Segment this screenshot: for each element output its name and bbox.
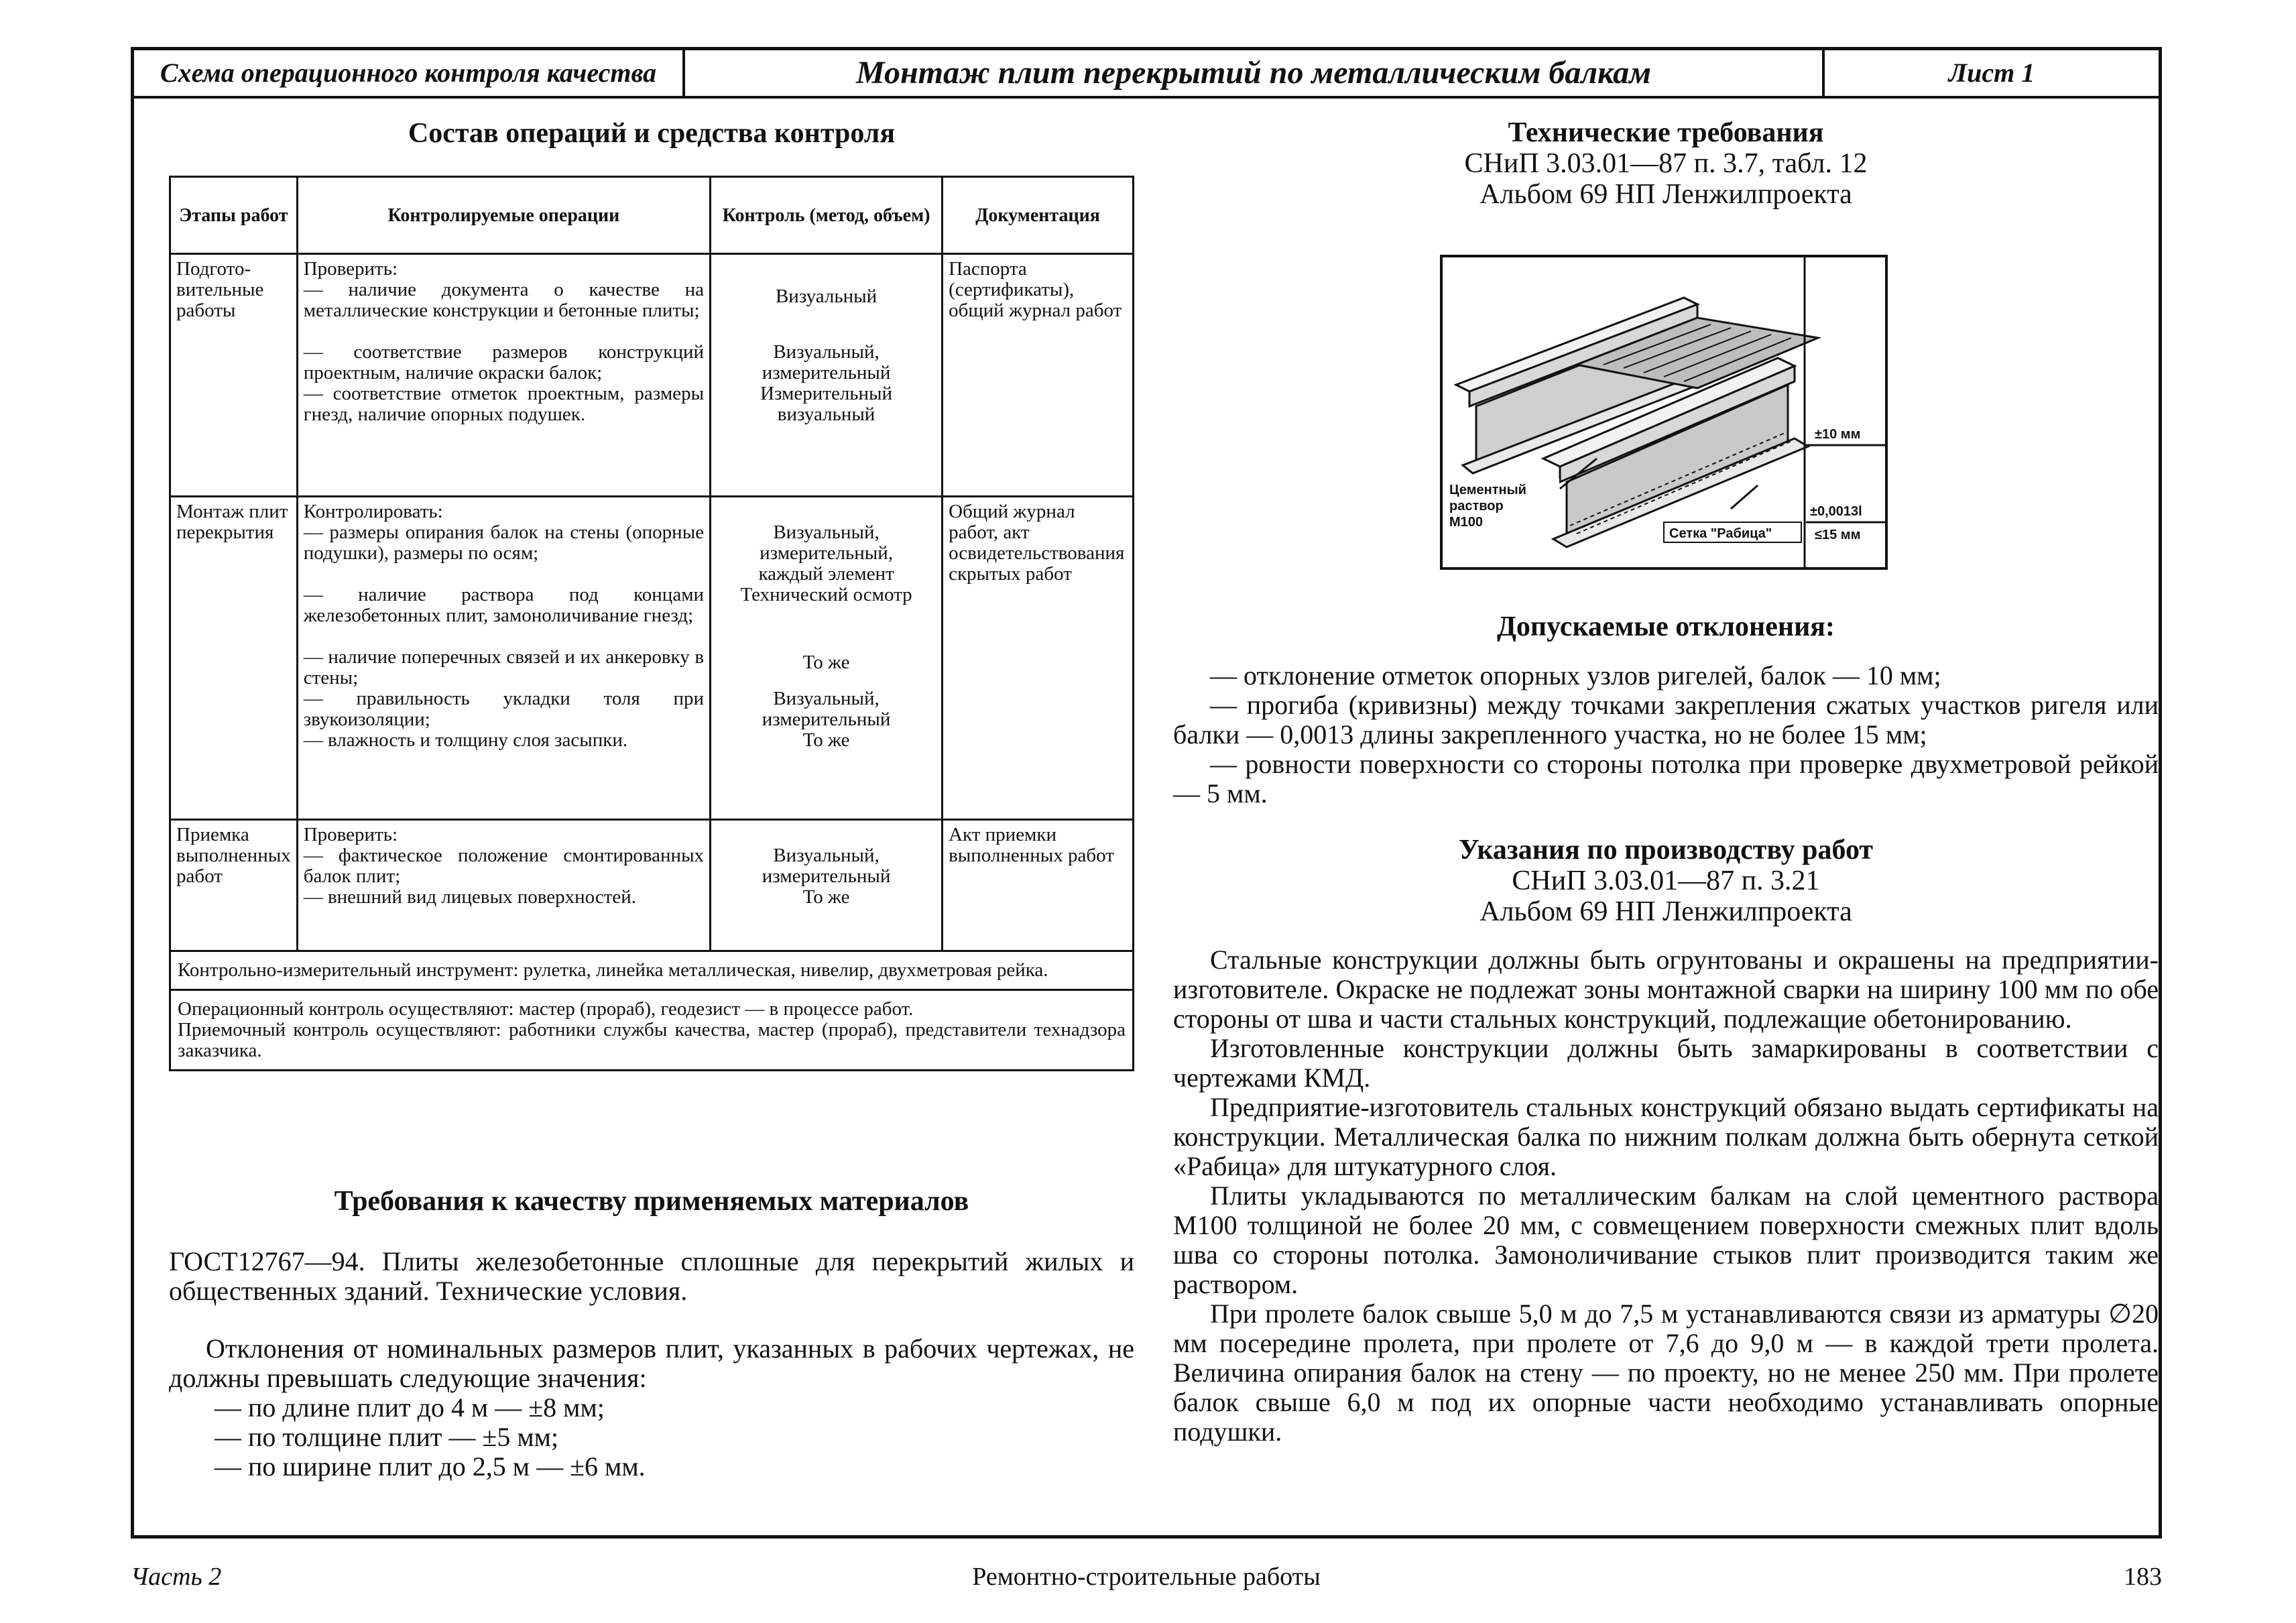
control-row: [170, 990, 1134, 1071]
page-number: 183: [2124, 1563, 2162, 1591]
stage-cell: [170, 820, 298, 951]
docs-text: Паспорта (сертификаты), общий журнал работ: [949, 258, 1122, 321]
allowed-list: [1173, 661, 2159, 808]
header-bar: [134, 50, 2159, 99]
control-cell: [711, 254, 943, 497]
table-header-row: [170, 177, 1134, 254]
cement-label: Цементный: [1449, 483, 1526, 497]
work-paragraph: Плиты укладываются по металлическим балкам на слой цементного раствора М100 толщиной не более 20 мм, с совмещением поверхности смежных плит вдоль шва со стороны потолка. Замоноличивание стыков плит производится таким же раствором.: [1173, 1181, 2159, 1299]
gost-text: [169, 1247, 1134, 1306]
control-method: То же: [802, 886, 850, 908]
net-label: Сетка "Рабица": [1669, 526, 1772, 541]
ops-table: [169, 176, 1134, 1071]
dim-label: ±10 мм: [1815, 427, 1861, 442]
control-cell: [711, 820, 943, 951]
work-ref-album: Альбом 69 НП Ленжилпроекта: [1479, 896, 1852, 927]
stage-label: Монтаж плит перекрытия: [176, 501, 288, 543]
operation-item: — влажность и толщину слоя засыпки.: [303, 729, 628, 751]
cement-label: раствор: [1449, 499, 1504, 514]
control-method: То же: [802, 652, 850, 673]
operation-item: — размеры опирания балок на стены (опорные подушки), размеры по осям;: [303, 522, 705, 564]
work-paragraph: Предприятие-изготовитель стальных конструкций обязано выдать сертификаты на конструкции. Металлическая балка по нижним полкам должна быть обернута сеткой «Рабица» для штукатурного слоя.: [1173, 1092, 2159, 1181]
allowed-title: Допускаемые отклонения:: [1497, 611, 1835, 642]
docs-text: Общий журнал работ, акт освидетельствования скрытых работ: [949, 501, 1125, 585]
docs-text: Акт приемки выполненных работ: [949, 824, 1114, 866]
stage-cell: [170, 254, 298, 497]
control-cell: [711, 497, 943, 820]
control-method: Визуальный, измерительный: [762, 688, 891, 730]
work-title: Указания по производству работ: [1458, 835, 1874, 865]
operation-item: — наличие поперечных связей и их анкеровку в стены;: [303, 646, 705, 688]
allowed-item: — ровности поверхности со стороны потолка при проверке двухметровой рейкой — 5 мм.: [1173, 749, 2159, 808]
docs-cell: [943, 497, 1134, 820]
operation-item: — соответствие размеров конструкций проектным, наличие окраски балок;: [303, 341, 705, 383]
control-method: Визуальный, измерительный, каждый элемент: [758, 522, 894, 585]
allowed-item: — прогиба (кривизны) между точками закрепления сжатых участков ригеля или балки — 0,0013 длины закрепленного участка, но не более 15 мм;: [1173, 690, 2159, 749]
footer-part: Часть 2: [131, 1563, 222, 1591]
operation-item: — внешний вид лицевых поверхностей.: [303, 886, 637, 908]
control-method: Визуальный, измерительный: [762, 341, 891, 383]
operational-control-text: Операционный контроль осуществляют: мастер (прораб), геодезист — в процессе работ.: [178, 998, 914, 1020]
control-method: То же: [802, 729, 850, 751]
allowed-item: — отклонение отметок опорных узлов ригелей, балок — 10 мм;: [1210, 660, 1941, 690]
col-header-operations: Контролируемые операции: [297, 177, 710, 254]
acceptance-control-text: Приемочный контроль осуществляют: работники службы качества, мастер (прораб), представители технадзора заказчика.: [178, 1019, 1126, 1061]
control-cell-footer: [170, 990, 1134, 1071]
control-method: Технический осмотр: [740, 584, 912, 605]
tech-ref-snip: СНиП 3.03.01—87 п. 3.7, табл. 12: [1464, 148, 1868, 179]
work-paragraph: Стальные конструкции должны быть огрунтованы и окрашены на предприятии-изготовителе. Окраске не подлежат зоны монтажной сварки на ширину 100 мм по обе стороны от шва и части стальных конструкций, подлежащие обетонированию.: [1173, 945, 2159, 1034]
gost-line: ГОСТ12767—94. Плиты железобетонные сплошные для перекрытий жилых и общественных зданий. Технические условия.: [169, 1246, 1134, 1306]
deviations-intro: Отклонения от номинальных размеров плит, указанных в рабочих чертежах, не должны превышать следующие значения:: [169, 1333, 1134, 1393]
footer-section: Ремонтно-строительные работы: [972, 1563, 1321, 1591]
materials-title: Требования к качеству применяемых материалов: [334, 1186, 969, 1217]
operation-item: — наличие раствора под концами железобетонных плит, замоноличивание гнезд;: [303, 584, 705, 626]
deviation-item: — по толщине плит — ±5 мм;: [215, 1422, 559, 1452]
work-paragraph: При пролете балок свыше 5,0 м до 7,5 м устанавливаются связи из арматуры ∅20 мм посередине пролета, при пролете от 7,6 до 9,0 м — в каждой трети пролета. Величина опирания балок на стену — по проекту, но не менее 250 мм. При пролете балок свыше 6,0 м под их опорные части необходимо устанавливать опорные подушки.: [1173, 1299, 2159, 1447]
table-row: [170, 254, 1134, 497]
operations-cell: [297, 820, 710, 951]
tech-title: Технические требования: [1508, 117, 1824, 148]
beam-drawing: [1443, 257, 1885, 567]
instrument-text: Контрольно-измерительный инструмент: рулетка, линейка металлическая, нивелир, двухметровая рейка.: [170, 951, 1134, 990]
instrument-row: [170, 951, 1134, 990]
operation-item: — соответствие отметок проектным, размеры гнезд, наличие опорных подушек.: [303, 383, 705, 425]
deviations-block: [169, 1334, 1134, 1482]
control-method: Визуальный: [775, 286, 878, 307]
ops-title: Состав операций и средства контроля: [408, 118, 896, 149]
header-title: Монтаж плит перекрытий по металлическим балкам: [685, 50, 1825, 96]
cement-label: М100: [1449, 515, 1484, 530]
control-method: Измерительный визуальный: [760, 383, 893, 425]
operation-item: — наличие документа о качестве на металлические конструкции и бетонные плиты;: [303, 279, 705, 321]
operations-intro: Проверить:: [303, 258, 398, 280]
dim-label: ±0,0013l: [1810, 504, 1862, 519]
docs-cell: [943, 254, 1134, 497]
deviation-item: — по длине плит до 4 м — ±8 мм;: [215, 1392, 605, 1423]
stage-label: Приемка выполненных работ: [176, 824, 291, 887]
header-left: Схема операционного контроля качества: [134, 50, 685, 96]
operation-item: — правильность укладки толя при звукоизоляции;: [303, 688, 705, 730]
work-paragraphs: [1173, 945, 2159, 1447]
docs-cell: [943, 820, 1134, 951]
tech-ref-album: Альбом 69 НП Ленжилпроекта: [1479, 179, 1852, 210]
work-ref-snip: СНиП 3.03.01—87 п. 3.21: [1512, 865, 1820, 896]
operation-item: — фактическое положение смонтированных балок плит;: [303, 845, 705, 887]
work-instructions: [1173, 835, 2159, 927]
stage-cell: [170, 497, 298, 820]
control-method: Визуальный, измерительный: [762, 845, 891, 887]
tech-requirements: [1173, 117, 2159, 210]
work-paragraph: Изготовленные конструкции должны быть замаркированы в соответствии с чертежами КМД.: [1173, 1033, 2159, 1093]
header-sheet: Лист 1: [1948, 58, 2035, 88]
table-row: [170, 497, 1134, 820]
col-header-docs: Документация: [943, 177, 1134, 254]
operations-intro: Проверить:: [303, 824, 398, 845]
dim-label: ≤15 мм: [1815, 528, 1861, 542]
operations-intro: Контролировать:: [303, 501, 443, 522]
operations-cell: [297, 497, 710, 820]
table-row: [170, 820, 1134, 951]
operations-cell: [297, 254, 710, 497]
stage-label: Подгото-вительные работы: [176, 258, 264, 321]
beam-diagram: [1440, 255, 1888, 570]
allowed-section: [1173, 611, 2159, 808]
deviation-item: — по ширине плит до 2,5 м — ±6 мм.: [215, 1451, 646, 1482]
col-header-stage: Этапы работ: [170, 177, 298, 254]
col-header-control: Контроль (метод, объем): [711, 177, 943, 254]
